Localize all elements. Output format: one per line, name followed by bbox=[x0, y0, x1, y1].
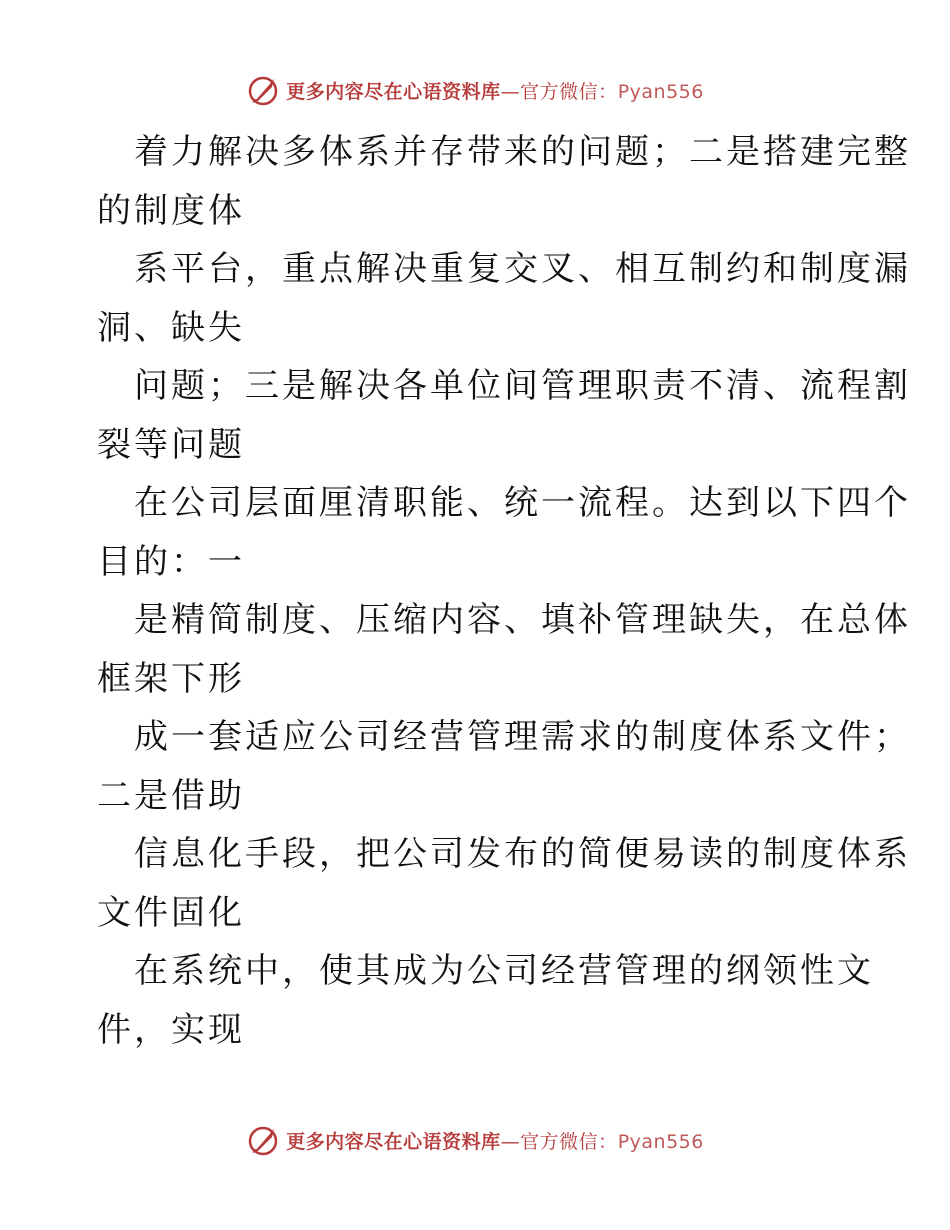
paragraph-line: 信息化手段，把公司发布的简便易读的制度体系 bbox=[134, 834, 911, 874]
banner-wechat-id: Pyan556 bbox=[617, 1130, 704, 1153]
paragraph bbox=[97, 825, 911, 942]
paragraph-line: 系平台，重点解决重复交叉、相互制约和制度漏 bbox=[134, 249, 911, 289]
paragraph-line: 的制度体 bbox=[97, 190, 245, 231]
paragraph-line: 成一套适应公司经营管理需求的制度体系文件； bbox=[134, 717, 911, 757]
paragraph-line: 文件固化 bbox=[97, 892, 245, 933]
paragraph-line: 在公司层面厘清职能、统一流程。达到以下四个 bbox=[134, 483, 911, 523]
banner-wechat-id: Pyan556 bbox=[617, 80, 704, 103]
document-body bbox=[97, 123, 911, 1059]
banner-separator: — bbox=[500, 80, 521, 103]
paragraph-line: 目的：一 bbox=[97, 541, 245, 582]
paragraph bbox=[97, 708, 911, 825]
header-watermark bbox=[0, 70, 950, 110]
paragraph bbox=[97, 123, 911, 240]
paragraph-line: 在系统中，使其成为公司经营管理的纲领性文 bbox=[134, 951, 874, 991]
banner-separator: — bbox=[500, 1130, 521, 1153]
paragraph bbox=[97, 474, 911, 591]
paragraph-line: 框架下形 bbox=[97, 658, 245, 699]
paragraph bbox=[97, 240, 911, 357]
paragraph-line: 二是借助 bbox=[97, 775, 245, 816]
quill-pen-logo-icon bbox=[246, 1123, 280, 1157]
banner-wechat-label: 官方微信： bbox=[520, 80, 618, 103]
paragraph-line: 问题；三是解决各单位间管理职责不清、流程割 bbox=[134, 366, 911, 406]
paragraph-line: 洞、缺失 bbox=[97, 307, 245, 348]
quill-pen-logo-icon bbox=[246, 73, 280, 107]
banner-wechat-label: 官方微信： bbox=[520, 1130, 618, 1153]
paragraph-line: 裂等问题 bbox=[97, 424, 245, 465]
paragraph bbox=[97, 591, 911, 708]
paragraph-line: 着力解决多体系并存带来的问题；二是搭建完整 bbox=[134, 132, 911, 172]
banner-site-name: 更多内容尽在心语资料库 bbox=[286, 1130, 501, 1153]
paragraph bbox=[97, 357, 911, 474]
paragraph-line: 是精简制度、压缩内容、填补管理缺失，在总体 bbox=[134, 600, 911, 640]
paragraph bbox=[97, 942, 877, 1059]
banner-site-name: 更多内容尽在心语资料库 bbox=[286, 80, 501, 103]
paragraph-line: 件，实现 bbox=[97, 1009, 245, 1050]
footer-watermark bbox=[0, 1120, 950, 1160]
